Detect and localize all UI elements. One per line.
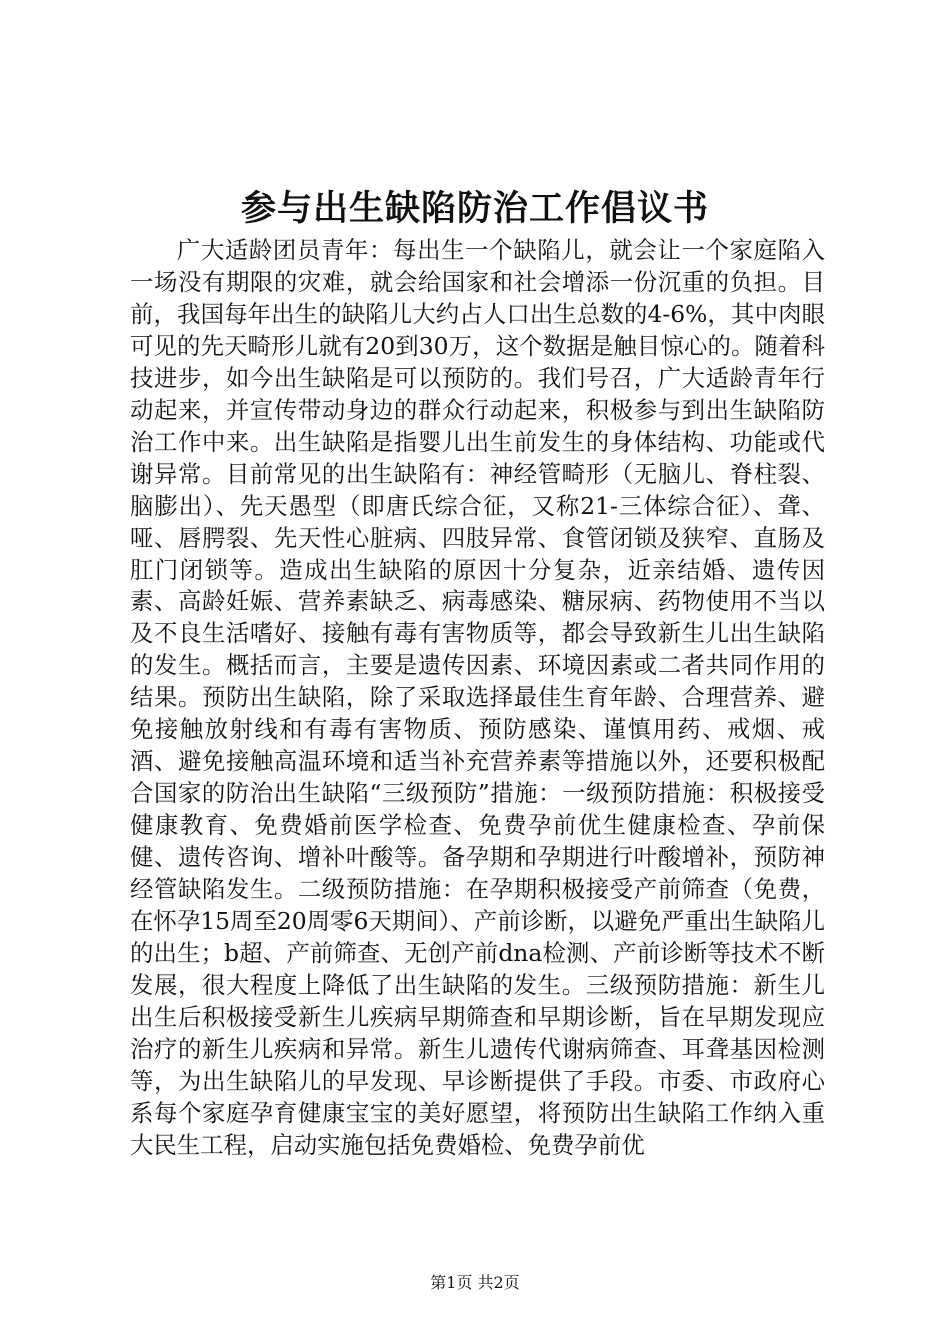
document-title: 参与出生缺陷防治工作倡议书 — [240, 188, 709, 229]
document-body-paragraph: 广大适龄团员青年：每出生一个缺陷儿，就会让一个家庭陷入一场没有期限的灾难，就会给国家和社会增添一份沉重的负担。目前，我国每年出生的缺陷儿大约占人口出生总数的4-6%，其中肉眼可见的先天畸形儿就有20到30万，这个数据是触目惊心的。随着科技进步，如今出生缺陷是可以预防的。我们号召，广大适龄青年行动起来，并宣传带动身边的群众行动起来，积极参与到出生缺陷防治工作中来。出生缺陷是指婴儿出生前发生的身体结构、功能或代谢异常。目前常见的出生缺陷有：神经管畸形（无脑儿、脊柱裂、脑膨出）、先天愚型（即唐氏综合征，又称21-三体综合征）、聋、哑、唇腭裂、先天性心脏病、四肢异常、食管闭锁及狭窄、直肠及肛门闭锁等。造成出生缺陷的原因十分复杂，近亲结婚、遗传因素、高龄妊娠、营养素缺乏、病毒感染、糖尿病、药物使用不当以及不良生活嗜好、接触有毒有害物质等，都会导致新生儿出生缺陷的发生。概括而言，主要是遗传因素、环境因素或二者共同作用的结果。预防出生缺陷，除了采取选择最佳生育年龄、合理营养、避免接触放射线和有毒有害物质、预防感染、谨慎用药、戒烟、戒酒、避免接触高温环境和适当补充营养素等措施以外，还要积极配合国家的防治出生缺陷“三级预防”措施：一级预防措施：积极接受健康教育、免费婚前医学检查、免费孕前优生健康检查、孕前保健、遗传咨询、增补叶酸等。备孕期和孕期进行叶酸增补，预防神经管缺陷发生。二级预防措施：在孕期积极接受产前筛查（免费，在怀孕15周至20周零6天期间）、产前诊断，以避免严重出生缺陷儿的出生；b超、产前筛查、无创产前dna检测、产前诊断等技术不断发展，很大程度上降低了出生缺陷的发生。三级预防措施：新生儿出生后积极接受新生儿疾病早期筛查和早期诊断，旨在早期发现应治疗的新生儿疾病和异常。新生儿遗传代谢病筛查、耳聋基因检测等，为出生缺陷儿的早发现、早诊断提供了手段。市委、市政府心系每个家庭孕育健康宝宝的美好愿望，将预防出生缺陷工作纳入重大民生工程，启动实施包括免费婚检、免费孕前优 — [130, 236, 825, 1159]
page-number-footer: 第1页 共2页 — [430, 1273, 520, 1292]
